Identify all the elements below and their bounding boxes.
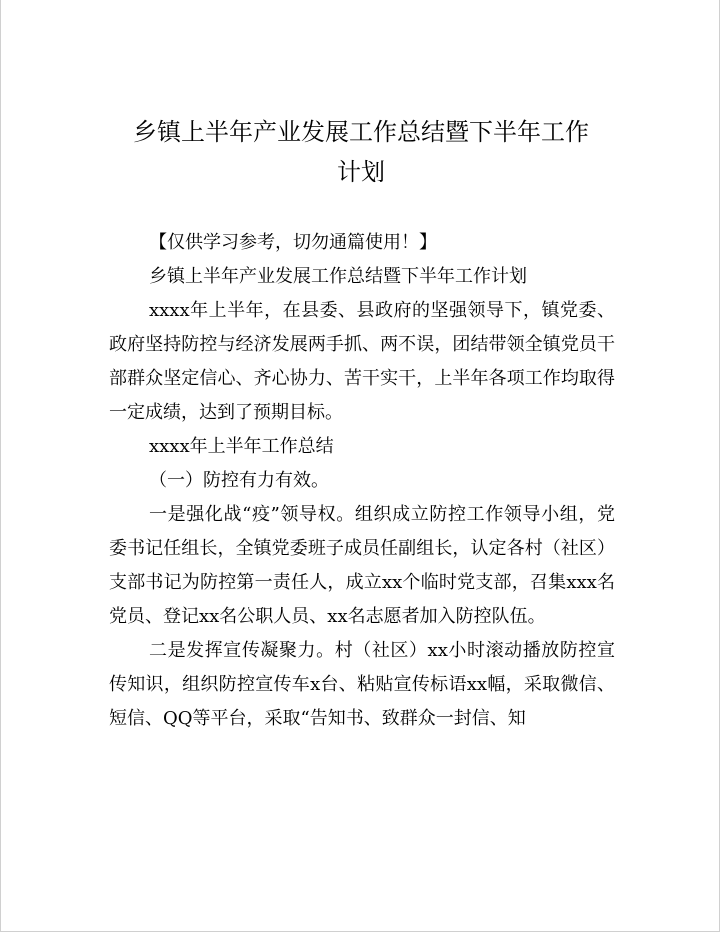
title-line-1: 乡镇上半年产业发展工作总结暨下半年工作 — [133, 118, 589, 146]
subsection-heading: （一）防控有力有效。 — [149, 470, 329, 491]
intro-paragraph: xxxx年上半年，在县委、县政府的坚强领导下，镇党委、政府坚持防控与经济发展两手抓、两不误，团结带领全镇党员干部群众坚定信心、齐心协力、苦干实干，上半年各项工作均取得一定成绩，达到了预期目标。 — [109, 300, 615, 423]
title-line-2: 计划 — [337, 158, 385, 186]
document-body — [109, 226, 615, 736]
subtitle-paragraph: 乡镇上半年产业发展工作总结暨下半年工作计划 — [149, 266, 527, 287]
section-heading: xxxx年上半年工作总结 — [149, 436, 334, 457]
disclaimer-paragraph: 【仅供学习参考，切勿通篇使用！】 — [149, 232, 437, 253]
body-paragraph: 二是发挥宣传凝聚力。村（社区）xx小时滚动播放防控宣传知识，组织防控宣传车x台、粘贴宣传标语xx幅，采取微信、短信、QQ等平台，采取“告知书、致群众一封信、知 — [109, 640, 615, 729]
document-title — [81, 112, 641, 192]
body-paragraph: 一是强化战“疫”领导权。组织成立防控工作领导小组，党委书记任组长，全镇党委班子成员任副组长，认定各村（社区）支部书记为防控第一责任人，成立xx个临时党支部，召集xxx名党员、登记xx名公职人员、xx名志愿者加入防控队伍。 — [109, 504, 615, 627]
